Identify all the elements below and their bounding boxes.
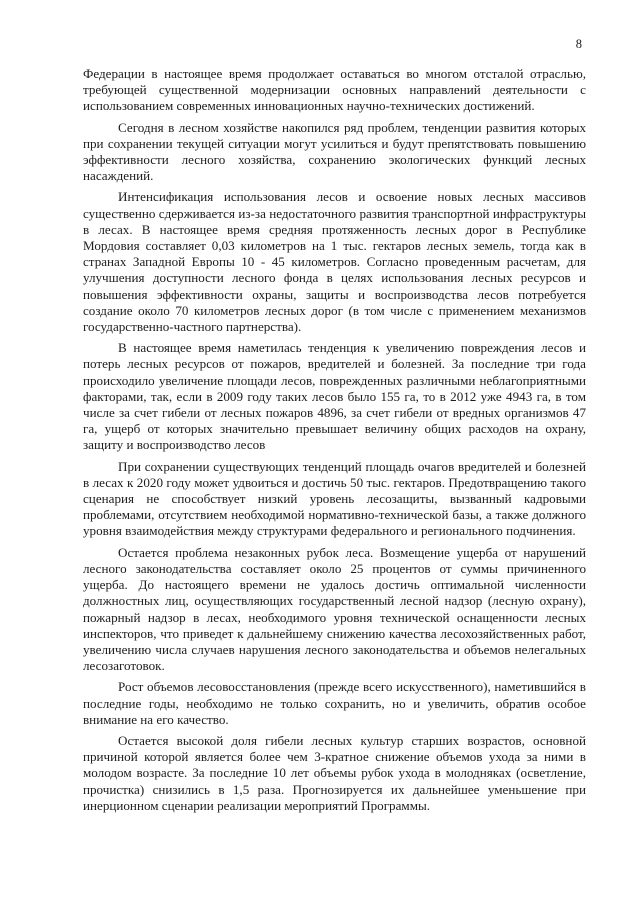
paragraph-3: Интенсификация использования лесов и освоение новых лесных массивов существенно сдерживается из-за недостаточного развития транспортной инфраструктуры в лесах. В настоящее время средняя протяженность лесных дорог в Республике Мордовия составляет 0,03 километров на 1 тыс. гектаров лесных земель, тогда как в странах Западной Европы 10 - 45 километров. Согласно проведенным расчетам, для улучшения доступности лесного фонда в целях использования лесных ресурсов и повышения эффективности охраны, защиты и воспроизводства лесов потребуется создание около 70 километров лесных дорог (в том числе с применением механизмов государственно-частного партнерства). <box>83 189 586 335</box>
paragraph-4: В настоящее время наметилась тенденция к увеличению повреждения лесов и потерь лесных ресурсов от пожаров, вредителей и болезней. За последние три года происходило увеличение площади лесов, поврежденных различными неблагоприятными факторами, так, если в 2009 году таких лесов было 155 га, то в 2012 уже 4943 га, в том числе за счет гибели от лесных пожаров 4896, за счет гибели от вредных организмов 47 га, ущерб от которых значительно превышает величину общих расходов на охрану, защиту и воспроизводство лесов <box>83 340 586 453</box>
document-body <box>83 66 586 814</box>
paragraph-7: Рост объемов лесовосстановления (прежде всего искусственного), наметившийся в последние годы, необходимо не только сохранить, но и увеличить, обратив особое внимание на его качество. <box>83 679 586 727</box>
paragraph-2: Сегодня в лесном хозяйстве накопился ряд проблем, тенденции развития которых при сохранении текущей ситуации могут усилиться и будут препятствовать повышению эффективности лесного хозяйства, сохранению экологических функций лесных насаждений. <box>83 119 586 184</box>
paragraph-5: При сохранении существующих тенденций площадь очагов вредителей и болезней в лесах к 2020 году может удвоиться и достичь 50 тыс. гектаров. Предотвращению такого сценария не способствует низкий уровень лесозащиты, вызванный кадровыми проблемами, отсутствием необходимой нормативно-технической базы, а также должного уровня взаимодействия между структурами федерального и регионального подчинения. <box>83 458 586 539</box>
paragraph-1: Федерации в настоящее время продолжает оставаться во многом отсталой отраслью, требующей существенной модернизации основных направлений деятельности с использованием современных инновационных научно-технических достижений. <box>83 66 586 114</box>
page-number: 8 <box>575 37 582 51</box>
paragraph-8: Остается высокой доля гибели лесных культур старших возрастов, основной причиной которой является более чем 3-кратное снижение объемов ухода за ними в молодом возрасте. За последние 10 лет объемы рубок ухода в молодняках (осветление, прочистка) снизились в 1,5 раза. Прогнозируется их дальнейшее уменьшение при инерционном сценарии реализации мероприятий Программы. <box>83 732 586 813</box>
paragraph-6: Остается проблема незаконных рубок леса. Возмещение ущерба от нарушений лесного законодательства составляет около 25 процентов от суммы причиненного ущерба. До настоящего времени не удалось достичь оптимальной численности должностных лиц, осуществляющих государственный лесной надзор (лесную охрану), пожарный надзор в лесах, необходимого уровня технической оснащенности лесных инспекторов, что приведет к дальнейшему снижению качества лесохозяйственных работ, увеличению числа случаев нарушения лесного законодательства и объемов нелегальных лесозаготовок. <box>83 544 586 674</box>
